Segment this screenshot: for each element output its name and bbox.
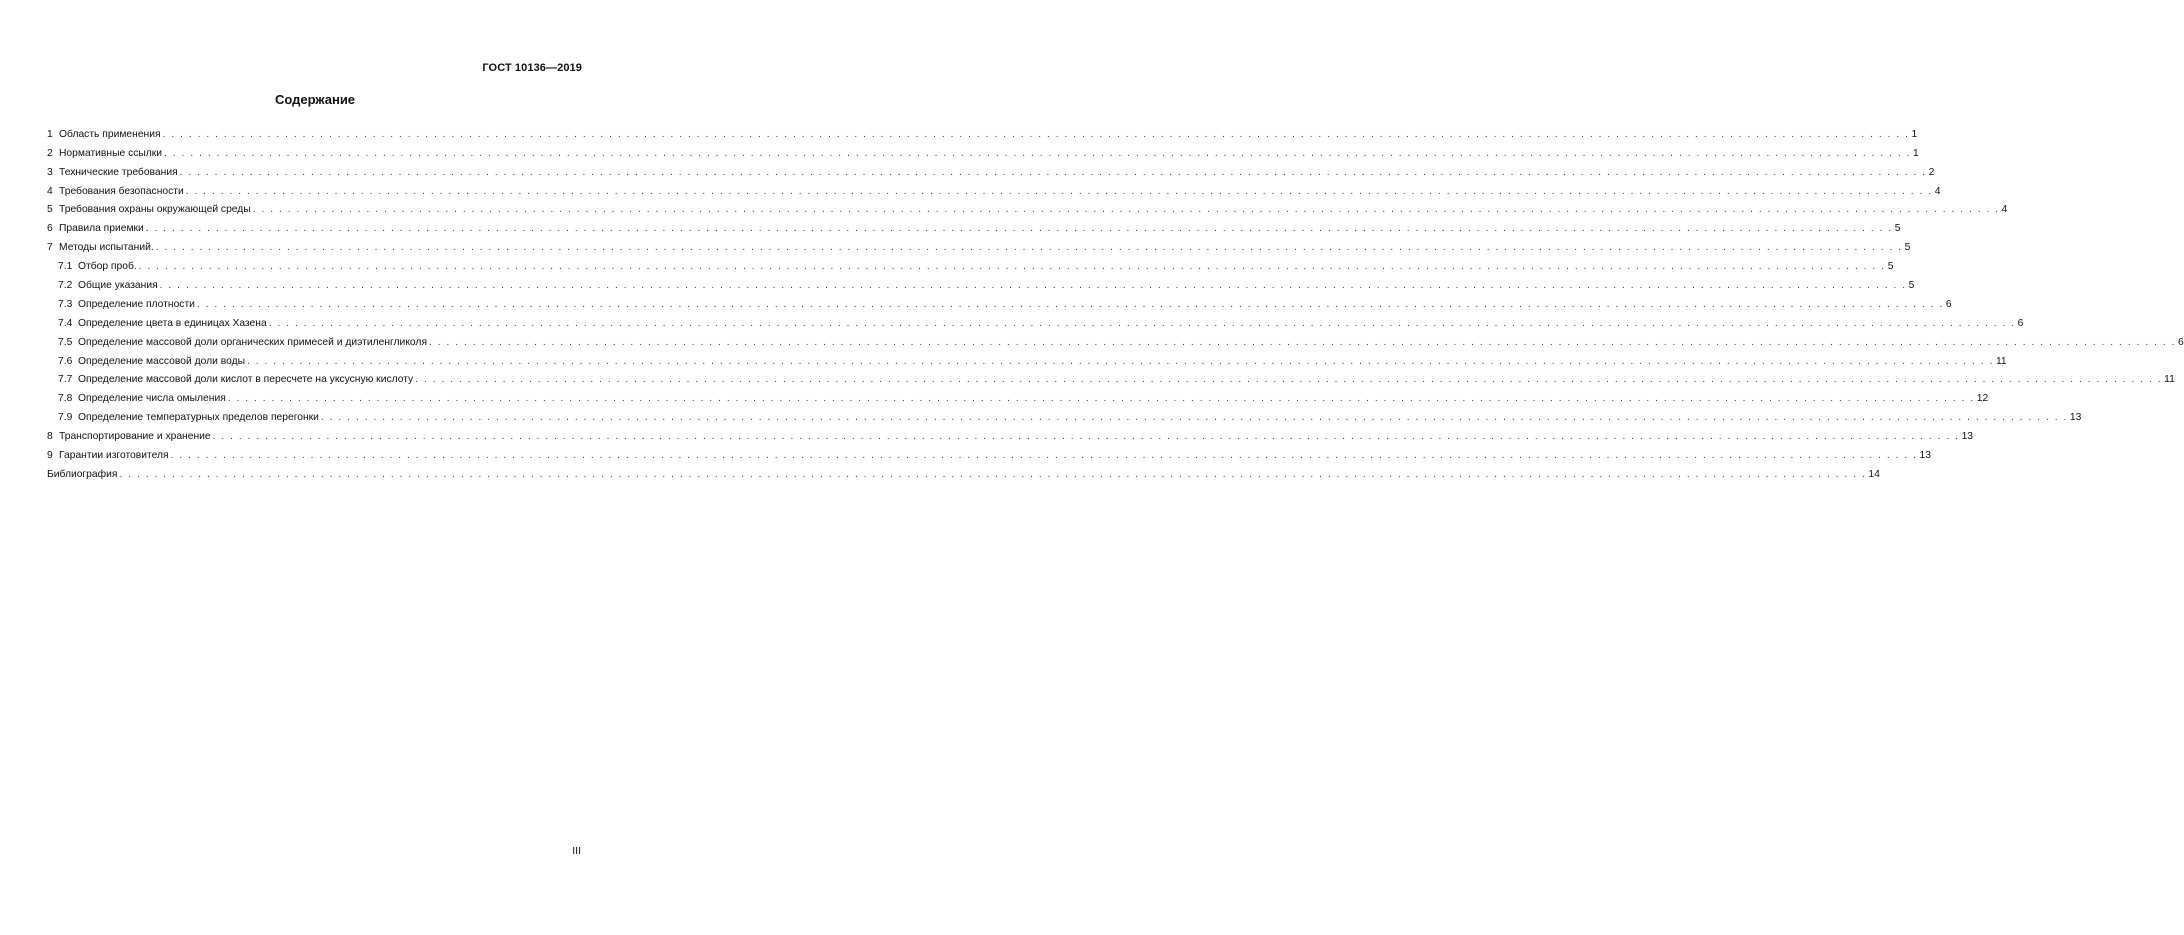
dot-leader: . . . . . . . . . . . . . . . . . . . . . . . . . . . . . . . . . . . . . . . . . . . . . . . . . . . . . . . . . . . . . . . . . . . . . . . . . . . . . . . . . . . . . . . . . . . . . . . . . . . . . . . . . . . . . . . . . . . . . . . . . . . . . . . . . . . . . . . . . . . . . . . . . . . . . . . . . . . . . . . . . . . . . . . . . . . . . . . . . . . . . . . . . . . . . . . . . . . . . . . . [252,204,2000,216]
dot-leader: . . . . . . . . . . . . . . . . . . . . . . . . . . . . . . . . . . . . . . . . . . . . . . . . . . . . . . . . . . . . . . . . . . . . . . . . . . . . . . . . . . . . . . . . . . . . . . . . . . . . . . . . . . . . . . . . . . . . . . . . . . . . . . . . . . . . . . . . . . . . . . . . . . . . . . . . . . . . . . . . . . . . . . . . . . . . . . . . . . . . . . . . . . . . . . . . . . . . . . . . [138,261,1886,273]
dot-leader: . . . . . . . . . . . . . . . . . . . . . . . . . . . . . . . . . . . . . . . . . . . . . . . . . . . . . . . . . . . . . . . . . . . . . . . . . . . . . . . . . . . . . . . . . . . . . . . . . . . . . . . . . . . . . . . . . . . . . . . . . . . . . . . . . . . . . . . . . . . . . . . . . . . . . . . . . . . . . . . . . . . . . . . . . . . . . . . . . . . . . . . . . . . . . . . . . . . . . . . . [212,431,1960,443]
toc-entry-number: 4 [47,185,53,197]
toc-entry-number: 8 [47,431,53,443]
toc-entry-page: 6 [2017,317,2024,329]
toc-entry-page: 2 [1928,166,1935,178]
toc-entry-title: Определение цвета в единицах Хазена [78,317,267,329]
toc-entry[interactable] [47,179,1941,198]
dot-leader: . . . . . . . . . . . . . . . . . . . . . . . . . . . . . . . . . . . . . . . . . . . . . . . . . . . . . . . . . . . . . . . . . . . . . . . . . . . . . . . . . . . . . . . . . . . . . . . . . . . . . . . . . . . . . . . . . . . . . . . . . . . . . . . . . . . . . . . . . . . . . . . . . . . . . . . . . . . . . . . . . . . . . . . . . . . . . . . . . . . . . . . . . . . . . . . . . . . . . . . . [159,280,1907,292]
toc-entry-number: 7 [47,242,53,254]
toc-entry-number: 7.5 [58,336,73,348]
toc-entry[interactable] [47,254,1894,273]
dot-leader: . . . . . . . . . . . . . . . . . . . . . . . . . . . . . . . . . . . . . . . . . . . . . . . . . . . . . . . . . . . . . . . . . . . . . . . . . . . . . . . . . . . . . . . . . . . . . . . . . . . . . . . . . . . . . . . . . . . . . . . . . . . . . . . . . . . . . . . . . . . . . . . . . . . . . . . . . . . . . . . . . . . . . . . . . . . . . . . . . . . . . . . . . . . . . . . . . . . . . . . . [179,166,1927,178]
toc-entry-page: 4 [2001,204,2008,216]
toc-entry[interactable] [47,443,1931,462]
dot-leader: . . . . . . . . . . . . . . . . . . . . . . . . . . . . . . . . . . . . . . . . . . . . . . . . . . . . . . . . . . . . . . . . . . . . . . . . . . . . . . . . . . . . . . . . . . . . . . . . . . . . . . . . . . . . . . . . . . . . . . . . . . . . . . . . . . . . . . . . . . . . . . . . . . . . . . . . . . . . . . . . . . . . . . . . . . . . . . . . . . . . . . . . . . . . . . . . . . . . . . . . [415,374,2163,386]
toc-entry-title: Транспортирование и хранение [59,431,211,443]
toc-entry[interactable] [47,368,2175,387]
dot-leader: . . . . . . . . . . . . . . . . . . . . . . . . . . . . . . . . . . . . . . . . . . . . . . . . . . . . . . . . . . . . . . . . . . . . . . . . . . . . . . . . . . . . . . . . . . . . . . . . . . . . . . . . . . . . . . . . . . . . . . . . . . . . . . . . . . . . . . . . . . . . . . . . . . . . . . . . . . . . . . . . . . . . . . . . . . . . . . . . . . . . . . . . . . . . . . . . . . . . . . . . [268,317,2016,329]
toc-entry[interactable] [47,424,1974,443]
toc-entry-title: Методы испытаний. [59,242,154,254]
toc-entry[interactable] [47,216,1901,235]
toc-entry-page: 5 [1904,242,1911,254]
toc-entry[interactable] [47,386,1989,405]
toc-entry-page: 14 [1868,468,1880,480]
toc-entry-title: Гарантии изготовителя [59,450,169,462]
toc-entry-number: 7.3 [58,298,73,310]
toc-entry-number: 1 [47,128,53,140]
dot-leader: . . . . . . . . . . . . . . . . . . . . . . . . . . . . . . . . . . . . . . . . . . . . . . . . . . . . . . . . . . . . . . . . . . . . . . . . . . . . . . . . . . . . . . . . . . . . . . . . . . . . . . . . . . . . . . . . . . . . . . . . . . . . . . . . . . . . . . . . . . . . . . . . . . . . . . . . . . . . . . . . . . . . . . . . . . . . . . . . . . . . . . . . . . . . . . . . . . . . . . . . [247,355,1994,367]
page-number-roman: III [572,845,581,857]
toc-entry-title: Общие указания [78,280,158,292]
toc-entry[interactable] [47,292,1952,311]
toc-entry-title: Требования охраны окружающей среды [59,204,251,216]
toc-entry-number: 5 [47,204,53,216]
toc-entry-title: Определение плотности [78,298,195,310]
dot-leader: . . . . . . . . . . . . . . . . . . . . . . . . . . . . . . . . . . . . . . . . . . . . . . . . . . . . . . . . . . . . . . . . . . . . . . . . . . . . . . . . . . . . . . . . . . . . . . . . . . . . . . . . . . . . . . . . . . . . . . . . . . . . . . . . . . . . . . . . . . . . . . . . . . . . . . . . . . . . . . . . . . . . . . . . . . . . . . . . . . . . . . . . . . . . . . . . . . . . . . . . [429,336,2176,348]
toc-entry-page: 5 [1887,261,1894,273]
toc-entry-page: 4 [1934,185,1941,197]
toc-entry-title: Библиография [47,468,118,480]
toc-entry[interactable] [47,349,2007,368]
toc-entry-page: 5 [1894,223,1901,235]
toc-entry-number: 7.1 [58,261,73,273]
dot-leader: . . . . . . . . . . . . . . . . . . . . . . . . . . . . . . . . . . . . . . . . . . . . . . . . . . . . . . . . . . . . . . . . . . . . . . . . . . . . . . . . . . . . . . . . . . . . . . . . . . . . . . . . . . . . . . . . . . . . . . . . . . . . . . . . . . . . . . . . . . . . . . . . . . . . . . . . . . . . . . . . . . . . . . . . . . . . . . . . . . . . . . . . . . . . . . . . . . . . . . . . [119,468,1867,480]
table-of-contents [47,122,2184,481]
toc-entry-title: Определение температурных пределов перегонки [78,412,319,424]
toc-entry-number: 7.2 [58,280,73,292]
toc-entry-number: 6 [47,223,53,235]
toc-entry-page: 5 [1908,280,1915,292]
toc-entry-title: Определение массовой доли воды [78,355,245,367]
toc-entry-page: 1 [1911,128,1918,140]
toc-entry[interactable] [47,122,1918,141]
toc-entry[interactable] [47,141,1919,160]
toc-entry-page: 13 [1919,450,1931,462]
toc-entry-title: Область применения [59,128,161,140]
dot-leader: . . . . . . . . . . . . . . . . . . . . . . . . . . . . . . . . . . . . . . . . . . . . . . . . . . . . . . . . . . . . . . . . . . . . . . . . . . . . . . . . . . . . . . . . . . . . . . . . . . . . . . . . . . . . . . . . . . . . . . . . . . . . . . . . . . . . . . . . . . . . . . . . . . . . . . . . . . . . . . . . . . . . . . . . . . . . . . . . . . . . . . . . . . . . . . . . . . . . . . . . [320,412,2068,424]
toc-entry[interactable] [47,330,2184,349]
toc-entry-number: 7.8 [58,393,73,405]
document-code: ГОСТ 10136—2019 [482,62,582,74]
toc-entry-title: Отбор проб. [78,261,137,273]
toc-entry-page: 11 [2164,374,2175,386]
toc-entry[interactable] [47,160,1935,179]
toc-entry-title: Правила приемки [59,223,144,235]
toc-entry-page: 13 [2069,412,2082,424]
toc-entry-title: Определение массовой доли кислот в пересчете на уксусную кислоту [78,374,414,386]
page-title: Содержание [274,92,356,107]
toc-entry-number: 7.4 [58,317,73,329]
toc-entry[interactable] [47,405,2082,424]
toc-entry-number: 9 [47,450,53,462]
toc-entry[interactable] [47,273,1915,292]
dot-leader: . . . . . . . . . . . . . . . . . . . . . . . . . . . . . . . . . . . . . . . . . . . . . . . . . . . . . . . . . . . . . . . . . . . . . . . . . . . . . . . . . . . . . . . . . . . . . . . . . . . . . . . . . . . . . . . . . . . . . . . . . . . . . . . . . . . . . . . . . . . . . . . . . . . . . . . . . . . . . . . . . . . . . . . . . . . . . . . . . . . . . . . . . . . . . . . . . . . . . . . . [145,223,1893,235]
toc-entry[interactable] [47,462,1880,481]
toc-entry-page: 13 [1961,431,1974,443]
dot-leader: . . . . . . . . . . . . . . . . . . . . . . . . . . . . . . . . . . . . . . . . . . . . . . . . . . . . . . . . . . . . . . . . . . . . . . . . . . . . . . . . . . . . . . . . . . . . . . . . . . . . . . . . . . . . . . . . . . . . . . . . . . . . . . . . . . . . . . . . . . . . . . . . . . . . . . . . . . . . . . . . . . . . . . . . . . . . . . . . . . . . . . . . . . . . . . . . . . . . . . . . [227,393,1975,405]
toc-entry[interactable] [47,311,2024,330]
toc-entry-number: 7.7 [58,374,73,386]
toc-entry-title: Определение числа омыления [78,393,226,405]
dot-leader: . . . . . . . . . . . . . . . . . . . . . . . . . . . . . . . . . . . . . . . . . . . . . . . . . . . . . . . . . . . . . . . . . . . . . . . . . . . . . . . . . . . . . . . . . . . . . . . . . . . . . . . . . . . . . . . . . . . . . . . . . . . . . . . . . . . . . . . . . . . . . . . . . . . . . . . . . . . . . . . . . . . . . . . . . . . . . . . . . . . . . . . . . . . . . . . . . . . . . . . . [164,147,1911,159]
toc-entry-page: 1 [1913,147,1919,159]
dot-leader: . . . . . . . . . . . . . . . . . . . . . . . . . . . . . . . . . . . . . . . . . . . . . . . . . . . . . . . . . . . . . . . . . . . . . . . . . . . . . . . . . . . . . . . . . . . . . . . . . . . . . . . . . . . . . . . . . . . . . . . . . . . . . . . . . . . . . . . . . . . . . . . . . . . . . . . . . . . . . . . . . . . . . . . . . . . . . . . . . . . . . . . . . . . . . . . . . . . . . . . . [162,128,1910,140]
toc-entry-number: 7.9 [58,412,73,424]
dot-leader: . . . . . . . . . . . . . . . . . . . . . . . . . . . . . . . . . . . . . . . . . . . . . . . . . . . . . . . . . . . . . . . . . . . . . . . . . . . . . . . . . . . . . . . . . . . . . . . . . . . . . . . . . . . . . . . . . . . . . . . . . . . . . . . . . . . . . . . . . . . . . . . . . . . . . . . . . . . . . . . . . . . . . . . . . . . . . . . . . . . . . . . . . . . . . . . . . . . . . . . . [196,298,1944,310]
toc-entry-title: Нормативные ссылки [59,147,163,159]
dot-leader: . . . . . . . . . . . . . . . . . . . . . . . . . . . . . . . . . . . . . . . . . . . . . . . . . . . . . . . . . . . . . . . . . . . . . . . . . . . . . . . . . . . . . . . . . . . . . . . . . . . . . . . . . . . . . . . . . . . . . . . . . . . . . . . . . . . . . . . . . . . . . . . . . . . . . . . . . . . . . . . . . . . . . . . . . . . . . . . . . . . . . . . . . . . . . . . . . . . . . . . . [155,242,1903,254]
dot-leader: . . . . . . . . . . . . . . . . . . . . . . . . . . . . . . . . . . . . . . . . . . . . . . . . . . . . . . . . . . . . . . . . . . . . . . . . . . . . . . . . . . . . . . . . . . . . . . . . . . . . . . . . . . . . . . . . . . . . . . . . . . . . . . . . . . . . . . . . . . . . . . . . . . . . . . . . . . . . . . . . . . . . . . . . . . . . . . . . . . . . . . . . . . . . . . . . . . . . . . . . [170,450,1918,462]
toc-entry-number: 2 [47,147,53,159]
toc-entry[interactable] [47,235,1911,254]
toc-entry-title: Определение массовой доли органических примесей и диэтиленгликоля [78,336,428,348]
dot-leader: . . . . . . . . . . . . . . . . . . . . . . . . . . . . . . . . . . . . . . . . . . . . . . . . . . . . . . . . . . . . . . . . . . . . . . . . . . . . . . . . . . . . . . . . . . . . . . . . . . . . . . . . . . . . . . . . . . . . . . . . . . . . . . . . . . . . . . . . . . . . . . . . . . . . . . . . . . . . . . . . . . . . . . . . . . . . . . . . . . . . . . . . . . . . . . . . . . . . . . . . [185,185,1933,197]
toc-entry-title: Технические требования [59,166,178,178]
toc-entry-page: 6 [2177,336,2184,348]
toc-entry-title: Требования безопасности [59,185,184,197]
toc-entry-page: 6 [1945,298,1952,310]
toc-entry-number: 7.6 [58,355,73,367]
toc-entry[interactable] [47,198,2008,217]
toc-entry-page: 11 [1995,355,2007,367]
toc-entry-page: 12 [1976,393,1989,405]
toc-entry-number: 3 [47,166,53,178]
